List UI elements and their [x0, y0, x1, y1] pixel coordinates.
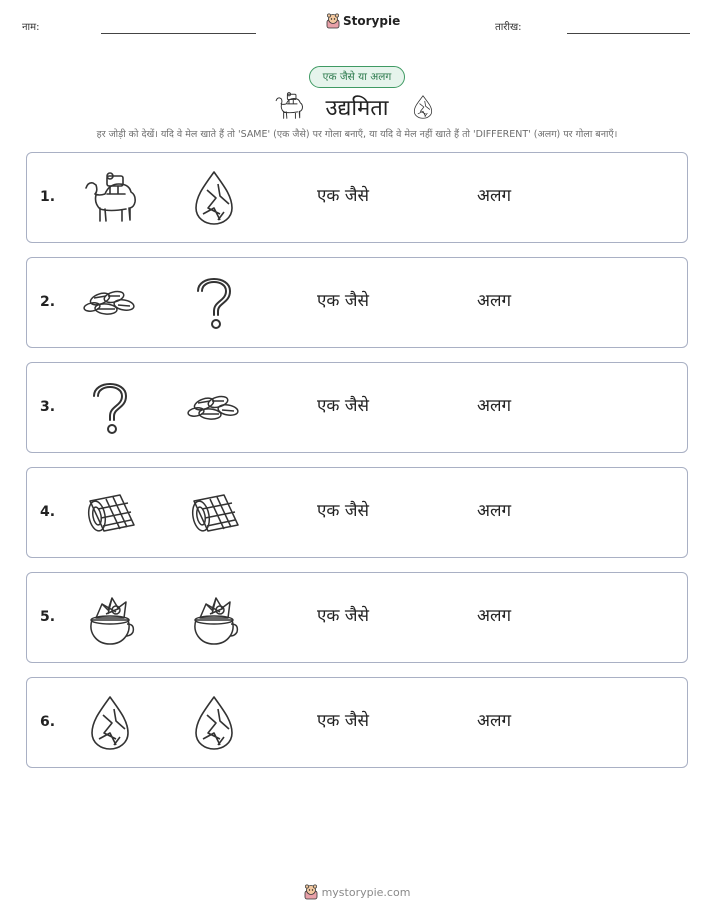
pair-row	[26, 467, 688, 558]
option-different[interactable]: अलग	[477, 186, 512, 206]
option-different[interactable]: अलग	[477, 501, 512, 521]
option-same[interactable]: एक जैसे	[317, 606, 369, 626]
arrowhead-icon	[184, 695, 244, 751]
arrowhead-icon	[184, 170, 244, 226]
option-same[interactable]: एक जैसे	[317, 501, 369, 521]
spice-pot-icon	[184, 590, 244, 646]
arrowhead-icon	[80, 695, 140, 751]
row-number: 4.	[40, 504, 56, 520]
option-different[interactable]: अलग	[477, 711, 512, 731]
question-mark-icon	[184, 275, 244, 331]
brand-name: Storypie	[343, 14, 401, 28]
row-number: 3.	[40, 399, 56, 415]
option-different[interactable]: अलग	[477, 396, 512, 416]
worksheet-type-badge: एक जैसे या अलग	[309, 66, 405, 88]
pair-row	[26, 152, 688, 243]
date-line[interactable]	[567, 33, 690, 34]
pair-row	[26, 257, 688, 348]
row-number: 2.	[40, 294, 56, 310]
rolled-map-icon	[184, 485, 244, 541]
question-mark-icon	[80, 380, 140, 436]
camel-icon	[80, 170, 140, 226]
name-line[interactable]	[101, 33, 256, 34]
option-different[interactable]: अलग	[477, 606, 512, 626]
option-different[interactable]: अलग	[477, 291, 512, 311]
arrowhead-icon	[410, 90, 436, 124]
pair-row	[26, 677, 688, 768]
rolled-map-icon	[80, 485, 140, 541]
option-same[interactable]: एक जैसे	[317, 711, 369, 731]
instructions: हर जोड़ी को देखें। यदि वे मेल खाते हैं तो 'SAME' (एक जैसे) पर गोला बनाएँ, या यदि वे मेल नहीं खाते हैं तो 'DIFFERENT' (अलग) पर गोला बनाएँ।	[96, 129, 618, 140]
name-label: नाम:	[22, 22, 40, 33]
worksheet-title: उद्यमिता	[325, 96, 389, 121]
footer-site[interactable]: mystorypie.com	[321, 885, 411, 899]
option-same[interactable]: एक जैसे	[317, 396, 369, 416]
seeds-icon	[80, 275, 140, 331]
row-number: 1.	[40, 189, 56, 205]
storypie-mascot-icon	[326, 13, 340, 29]
storypie-mascot-icon	[304, 884, 318, 900]
seeds-icon	[184, 380, 244, 436]
date-label: तारीख:	[495, 22, 522, 33]
option-same[interactable]: एक जैसे	[317, 291, 369, 311]
row-number: 6.	[40, 714, 56, 730]
pair-row	[26, 572, 688, 663]
brand-logo	[326, 13, 400, 29]
row-number: 5.	[40, 609, 56, 625]
spice-pot-icon	[80, 590, 140, 646]
pair-row	[26, 362, 688, 453]
footer	[0, 884, 714, 900]
option-same[interactable]: एक जैसे	[317, 186, 369, 206]
